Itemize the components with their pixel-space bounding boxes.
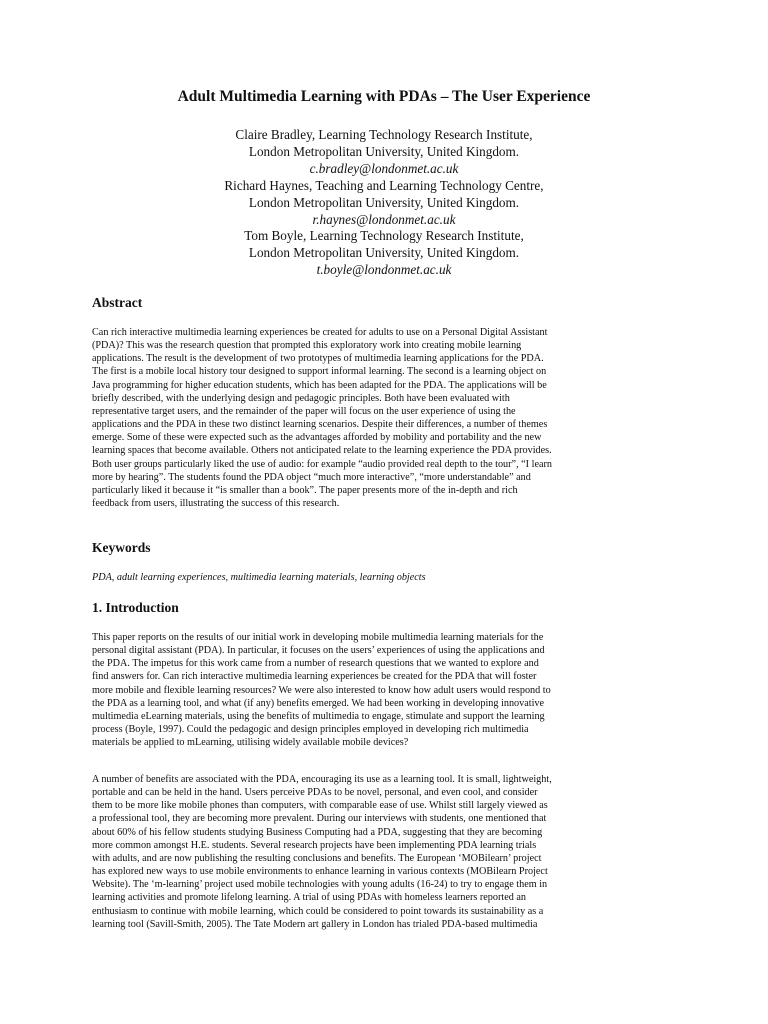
- text-line: Website). The ‘m-learning’ project used mobile technologies with young adults (16-24) to try to engage them in: [92, 879, 548, 891]
- text-line: has explored new ways to use mobile environments to enhance learning in various contexts (MOBilearn Project: [92, 866, 548, 878]
- text-line: Java programming for higher education students, which has been adapted for the PDA. The applications will be: [92, 379, 547, 391]
- text-line: A number of benefits are associated with the PDA, encouraging its use as a learning tool. It is small, lightweight,: [92, 774, 552, 785]
- text-line: Can rich interactive multimedia learning experiences be created for adults to use on a Personal Digital Assistant: [92, 327, 548, 338]
- introduction-heading: 1. Introduction: [92, 600, 179, 615]
- text-line: portable and can be held in the hand. Users perceive PDAs to be novel, personal, and even cool, and consider: [92, 787, 538, 799]
- author-email[interactable]: t.boyle@londonmet.ac.uk: [316, 262, 452, 278]
- text-line: them to be more like mobile phones than computers, with comparable ease of use. Whilst still largely viewed as: [92, 800, 548, 812]
- text-line: particularly liked it because it “is smaller than a book”. The paper presents more of the in-depth and rich: [92, 484, 518, 496]
- text-line: more common amongst H.E. students. Several research projects have been implementing PDA learning trials: [92, 839, 537, 851]
- author-affiliation: London Metropolitan University, United Kingdom.: [248, 245, 520, 261]
- text-line: emerge. Some of these were expected such as the advantages afforded by mobility and portability and the new: [92, 432, 542, 444]
- text-line: applications. The result is the development of two prototypes of multimedia learning applications for the PDA.: [92, 353, 544, 365]
- author-email[interactable]: c.bradley@londonmet.ac.uk: [309, 160, 459, 176]
- author-line: Tom Boyle, Learning Technology Research Institute,: [244, 228, 524, 244]
- introduction-paragraph-1: [92, 631, 684, 749]
- abstract-body: [92, 326, 684, 510]
- text-line: Both user groups particularly liked the use of audio: for example “audio provided real depth to the tour”, “I learn: [92, 458, 552, 470]
- text-line: (PDA)? This was the research question that prompted this exploratory work into creating mobile learning: [92, 340, 522, 352]
- text-line: the PDA as a learning tool, and what (if any) benefits emerged. We had been working in developing innovative: [92, 697, 545, 709]
- text-line: with adults, and are now publishing the resulting conclusions and benefits. The European ‘MOBilearn’ project: [92, 852, 542, 864]
- author-line: Richard Haynes, Teaching and Learning Technology Centre,: [224, 177, 544, 193]
- author-email[interactable]: r.haynes@londonmet.ac.uk: [312, 211, 456, 227]
- text-line: enthusiasm to continue with mobile learning, which could be considered to point towards its sustainability as a: [92, 905, 544, 917]
- text-line: learning tool (Savill-Smith, 2005). The Tate Modern art gallery in London has trialed PDA-based multimedia: [92, 918, 538, 930]
- text-line: applications and the PDA in these two distinct learning scenarios. Despite their differences, a number of themes: [92, 419, 548, 431]
- text-line: more by hearing”. The students found the PDA object “much more interactive”, “more understandable” and: [92, 471, 531, 483]
- text-line: a professional tool, they are becoming more prevalent. During our interviews with students, one mentioned that: [92, 813, 547, 825]
- author-block: [0, 127, 768, 279]
- author-line: Claire Bradley, Learning Technology Research Institute,: [235, 127, 533, 142]
- keywords-heading: Keywords: [92, 540, 151, 555]
- text-line: find answers for. Can rich interactive multimedia learning experiences be created for the PDA that will foster: [92, 671, 537, 683]
- text-line: representative target users, and the remainder of the paper will focus on the user experience of using the: [92, 405, 516, 417]
- text-line: learning spaces that become available. Others not anticipated relate to the learning experience the PDA provides.: [92, 445, 552, 457]
- text-line: learning activities and promote lifelong learning. A trial of using PDAs with homeless learners reported an: [92, 892, 526, 904]
- text-line: about 60% of his fellow students studying Business Computing had a PDA, suggesting that they are becoming: [92, 826, 543, 838]
- author-affiliation: London Metropolitan University, United Kingdom.: [248, 194, 520, 210]
- text-line: feedback from users, illustrating the success of this research.: [92, 498, 340, 510]
- author-affiliation: London Metropolitan University, United Kingdom.: [248, 143, 520, 159]
- paper-title: Adult Multimedia Learning with PDAs – The User Experience: [177, 88, 591, 105]
- text-line: more mobile and flexible learning resources? We were also interested to know how adult users would respond to: [92, 684, 551, 696]
- text-line: The first is a mobile local history tour designed to support informal learning. The second is a learning object on: [92, 366, 547, 378]
- text-line: This paper reports on the results of our initial work in developing mobile multimedia learning materials for the: [92, 632, 544, 643]
- text-line: materials be applied to mLearning, utilising widely available mobile devices?: [92, 737, 409, 749]
- text-line: briefly described, with the underlying design and pedagogic principles. Both have been evaluated with: [92, 392, 510, 404]
- text-line: process (Boyle, 1997). Could the pedagogic and design principles employed in developing rich multimedia: [92, 724, 529, 736]
- text-line: multimedia eLearning materials, using the benefits of multimedia to engage, stimulate and support the learning: [92, 710, 545, 722]
- keywords-text: PDA, adult learning experiences, multimedia learning materials, learning objects: [92, 572, 426, 583]
- text-line: personal digital assistant (PDA). In particular, it focuses on the users’ experiences of using the applications and: [92, 645, 545, 657]
- abstract-heading: Abstract: [92, 295, 143, 310]
- introduction-paragraph-2: [92, 773, 684, 931]
- text-line: the PDA. The impetus for this work came from a number of research questions that we wanted to explore and: [92, 658, 539, 670]
